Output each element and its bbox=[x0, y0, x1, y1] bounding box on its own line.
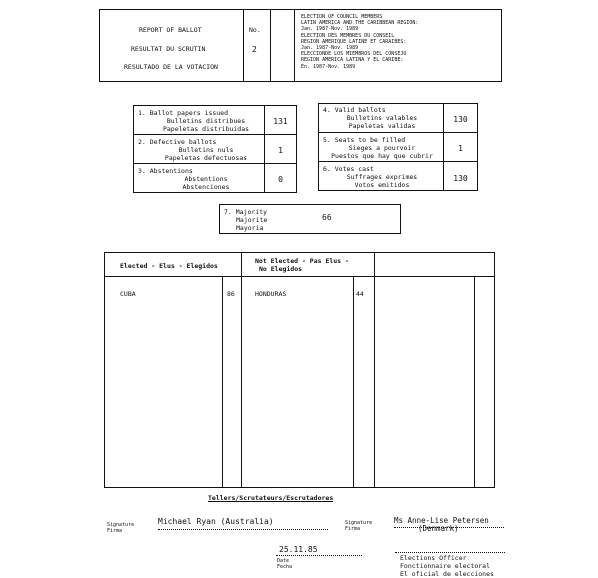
seats-value: 1 bbox=[458, 144, 463, 153]
report-title-fr: RESULTAT DU SCRUTIN bbox=[131, 45, 206, 53]
date-label: Date Fecha bbox=[277, 558, 293, 571]
elected-candidate-votes: 86 bbox=[227, 290, 235, 298]
tellers-heading: Tellers/Scrutateurs/Escrutadores bbox=[208, 494, 334, 502]
valid-ballots-value: 130 bbox=[453, 115, 468, 124]
signature-label-right: Signature Firma bbox=[345, 520, 373, 533]
defective-ballots-label: 2. Defective ballots Bulletins nuls Papeletas defectuosas bbox=[138, 138, 248, 162]
defective-ballots-value: 1 bbox=[278, 146, 283, 155]
elected-candidate-name: CUBA bbox=[120, 290, 136, 298]
report-title-es: RESULTADO DE LA VOTACION bbox=[124, 63, 218, 71]
results-table bbox=[104, 252, 495, 488]
not-elected-candidate-name: HONDURAS bbox=[255, 290, 287, 298]
election-description: ELECTION OF COUNCIL MEMBERS LATIN AMERICA AND THE CARIBBEAN REGION: Jan. 1987-Nov. 1989 ELECTION DES MEMBRES DU CONSEIL REGION AMERIQUE LATINE ET CARAIBES: Jan. 1987-Nov. 1989 ELECCIONDE LOS MIEMBROS DEL CONSEJO REGION AMERICA LATINA Y EL CARIBE: En. 1987-Nov. 1989 bbox=[301, 14, 419, 70]
elected-header: Elected - Elus - Elegidos bbox=[120, 262, 218, 270]
valid-ballots-label: 4. Valid ballots Bulletins valables Papeletas validas bbox=[323, 106, 418, 130]
teller2-name: Ms Anne-Lise Petersen (Denmark) bbox=[394, 516, 489, 533]
teller1-name: Michael Ryan (Australia) bbox=[158, 517, 274, 526]
seats-label: 5. Seats to be filled Sieges a pourvoir Puestos que hay que cubrir bbox=[323, 136, 433, 160]
signature-label-left: Signature Firma bbox=[107, 522, 135, 535]
majority-label: 7. Majority Majorite Mayoria bbox=[224, 208, 268, 232]
votes-cast-label: 6. Votes cast Suffrages exprimes Votos emitidos bbox=[323, 165, 418, 189]
report-title-en: REPORT OF BALLOT bbox=[139, 26, 202, 34]
ballots-issued-value: 131 bbox=[273, 117, 288, 126]
ballots-issued-label: 1. Ballot papers issued Bulletins distribues Papeletas distribuidas bbox=[138, 109, 250, 133]
majority-value: 66 bbox=[322, 213, 332, 222]
date-value: 25.11.85 bbox=[279, 545, 318, 554]
report-number-label: No. bbox=[249, 26, 261, 34]
elections-officer: Elections Officer Fonctionnaire electoral El oficial de elecciones bbox=[400, 554, 494, 578]
not-elected-header: Not Elected - Pas Elus - No Elegidos bbox=[255, 257, 349, 273]
not-elected-candidate-votes: 44 bbox=[356, 290, 364, 298]
report-number: 2 bbox=[252, 45, 257, 54]
votes-cast-value: 130 bbox=[453, 174, 468, 183]
abstentions-label: 3. Abstentions Abstentions Abstenciones bbox=[138, 167, 230, 191]
abstentions-value: 0 bbox=[278, 175, 283, 184]
